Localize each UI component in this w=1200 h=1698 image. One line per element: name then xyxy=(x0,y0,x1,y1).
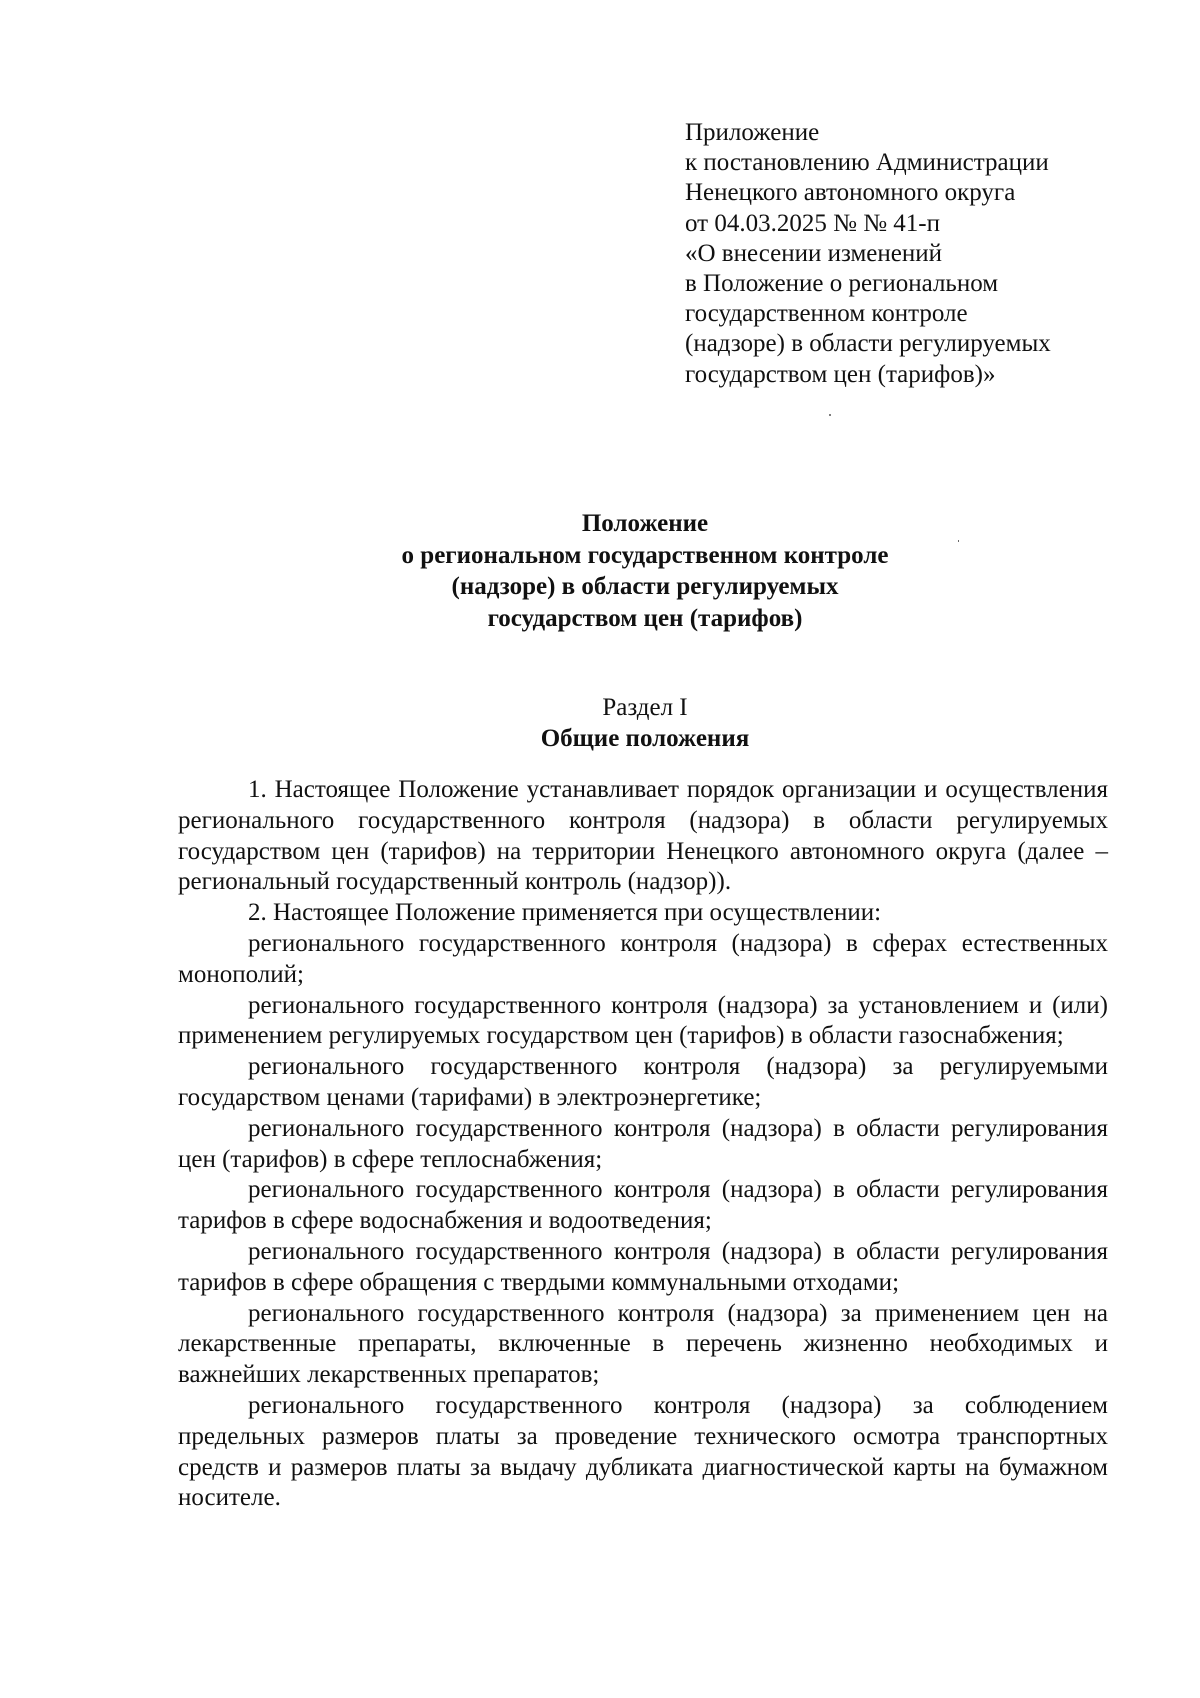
paragraph: регионального государственного контроля (надзора) в сферах естественных монополий; xyxy=(178,929,1108,988)
title-line: (надзоре) в области регулируемых xyxy=(451,573,839,600)
paragraph: регионального государственного контроля (надзора) за применением цен на лекарственные препараты, включенные в перечень жизненно необходимых и важнейших лекарственных препаратов; xyxy=(178,1299,1108,1389)
paragraph: регионального государственного контроля (надзора) за соблюдением предельных размеров платы за проведение технического осмотра транспортных средств и размеров платы за выдачу дубликата диагностической карты на бумажном носителе. xyxy=(178,1391,1108,1512)
section-number: Раздел I xyxy=(602,694,688,721)
approval-line: (надзоре) в области регулируемых xyxy=(685,330,1051,358)
approval-line: в Положение о региональном xyxy=(685,270,999,298)
approval-line: государственном контроле xyxy=(685,300,968,328)
paragraph: регионального государственного контроля (надзора) за регулируемыми государством ценами (тарифами) в электроэнергетике; xyxy=(178,1053,1108,1111)
document-title xyxy=(0,508,1200,634)
approval-line: государством цен (тарифов)» xyxy=(685,360,996,388)
scan-speck xyxy=(829,414,831,416)
approval-line: Ненецкого автономного округа xyxy=(685,179,1016,207)
paragraph: 1. Настоящее Положение устанавливает порядок организации и осуществления регионального государственного контроля (надзора) в области регулируемых государством цен (тарифов) на территории Ненецкого автономного округа (далее – региональный государственный контроль (надзор)). xyxy=(178,776,1108,896)
document-body xyxy=(178,775,1108,1514)
approval-line: от 04.03.2025 № № 41-п xyxy=(685,209,941,237)
approval-line: «О внесении изменений xyxy=(685,239,943,267)
title-line: о региональном государственном контроле xyxy=(401,541,889,569)
approval-line: к постановлению Администрации xyxy=(685,149,1049,177)
paragraph: регионального государственного контроля (надзора) в области регулирования тарифов в сфере обращения с твердыми коммунальными отходами; xyxy=(178,1237,1108,1296)
paragraph: регионального государственного контроля (надзора) в области регулирования тарифов в сфере водоснабжения и водоотведения; xyxy=(178,1176,1108,1235)
section-name: Общие положения xyxy=(540,725,750,752)
paragraph: регионального государственного контроля (надзора) в области регулирования цен (тарифов) в сфере теплоснабжения; xyxy=(178,1114,1108,1173)
approval-block xyxy=(685,118,1165,390)
title-line: Положение xyxy=(581,510,709,537)
title-line: государством цен (тарифов) xyxy=(487,604,803,632)
section-heading xyxy=(0,692,1200,754)
paragraph: 2. Настоящее Положение применяется при осуществлении: xyxy=(248,899,882,927)
approval-line: Приложение xyxy=(685,119,820,146)
paragraph: регионального государственного контроля (надзора) за установлением и (или) применением регулируемых государством цен (тарифов) в области газоснабжения; xyxy=(178,991,1108,1050)
